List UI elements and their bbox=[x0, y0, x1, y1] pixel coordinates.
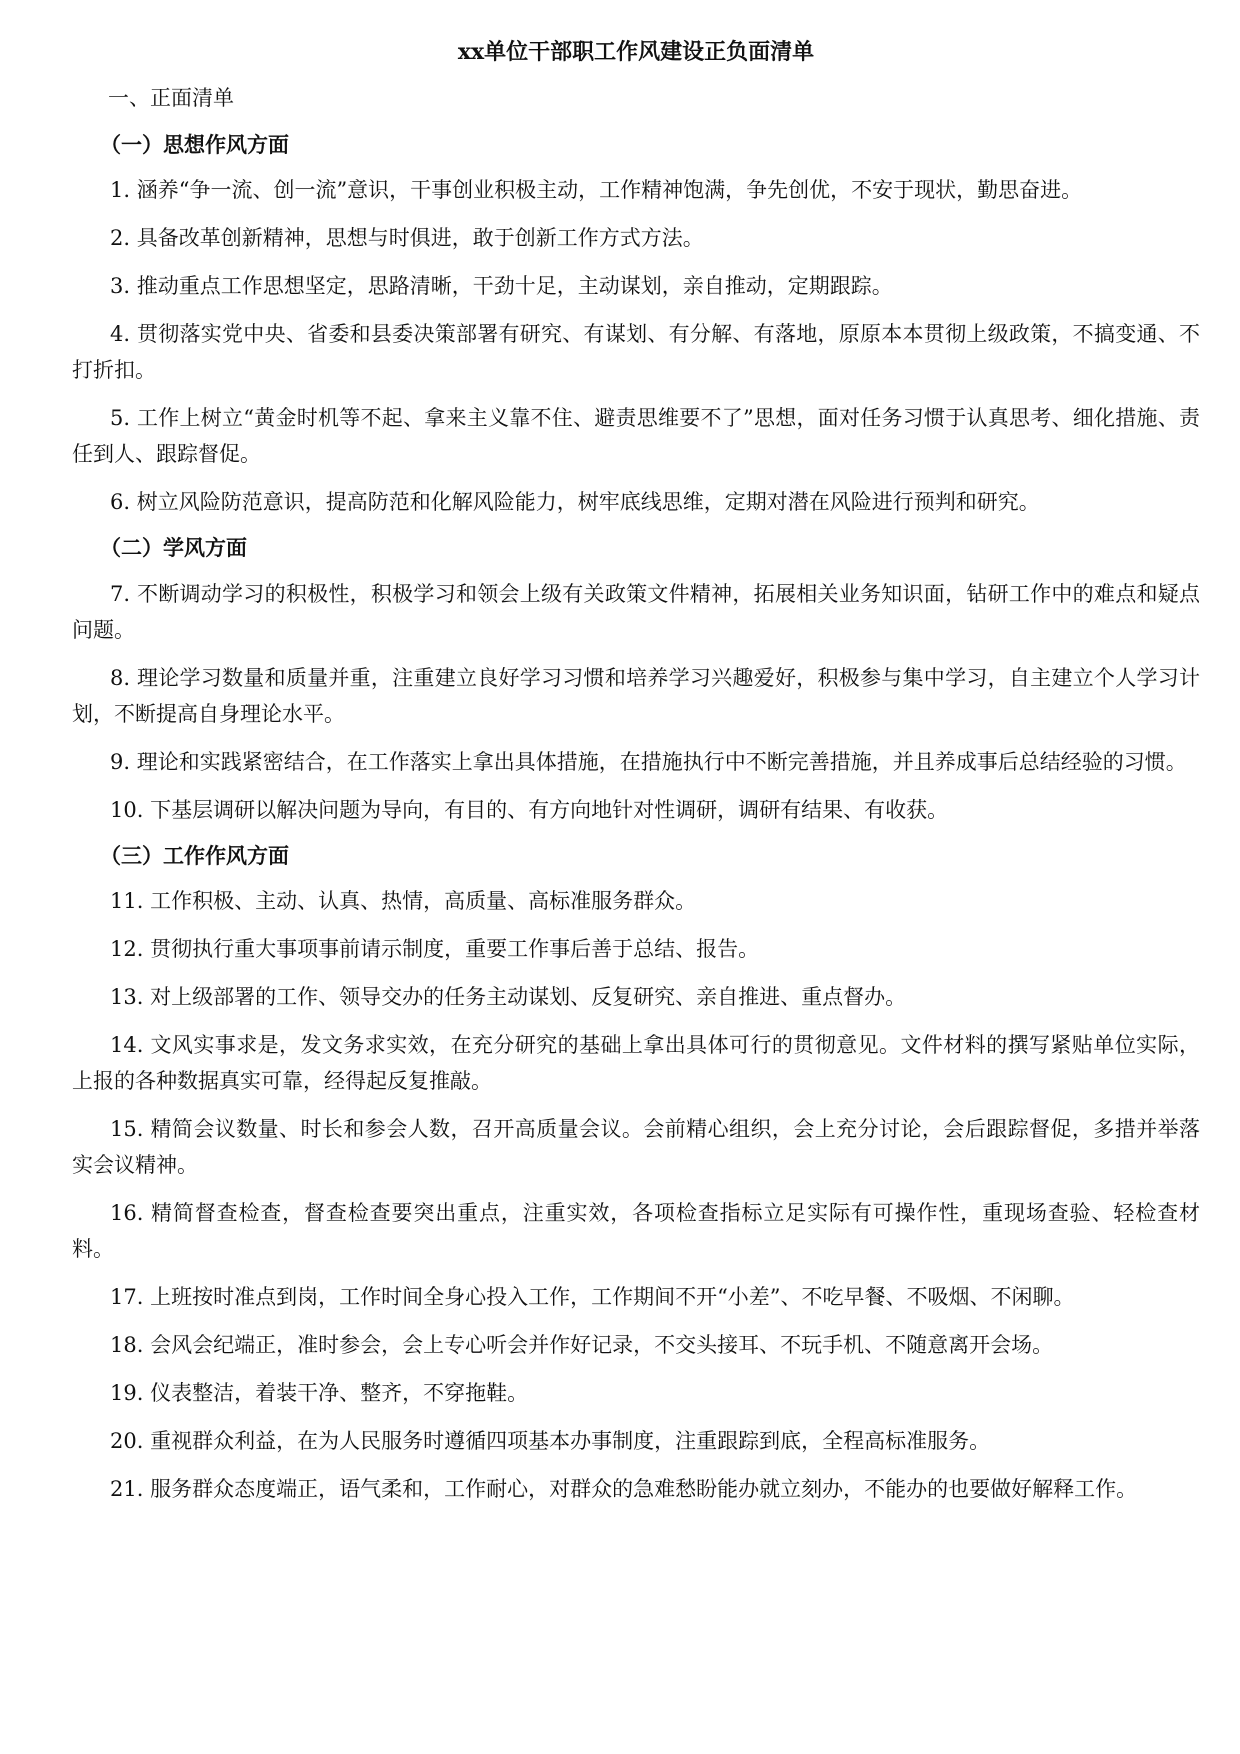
section-heading-positive-list: 一、正面清单 bbox=[108, 86, 234, 110]
list-item: 17. 上班按时准点到岗，工作时间全身心投入工作，工作期间不开“小差”、不吃早餐、不吸烟、不闲聊。 bbox=[110, 1285, 1075, 1309]
list-item: 11. 工作积极、主动、认真、热情，高质量、高标准服务群众。 bbox=[110, 889, 697, 913]
list-item: 8. 理论学习数量和质量并重，注重建立良好学习习惯和培养学习兴趣爱好，积极参与集中学习，自主建立个人学习计划，不断提高自身理论水平。 bbox=[72, 665, 1200, 726]
subsection-heading-work-style: （三）工作作风方面 bbox=[100, 842, 289, 868]
list-item: 12. 贯彻执行重大事项事前请示制度，重要工作事后善于总结、报告。 bbox=[110, 937, 760, 961]
list-item: 16. 精简督查检查，督查检查要突出重点，注重实效，各项检查指标立足实际有可操作性，重现场查验、轻检查材料。 bbox=[72, 1201, 1200, 1261]
subsection-heading-thinking-style: （一）思想作风方面 bbox=[100, 131, 289, 157]
list-item: 6. 树立风险防范意识，提高防范和化解风险能力，树牢底线思维，定期对潜在风险进行预判和研究。 bbox=[110, 490, 1040, 514]
document-title: xx单位干部职工作风建设正负面清单 bbox=[457, 39, 815, 65]
subsection-heading-study-style: （二）学风方面 bbox=[100, 535, 247, 560]
list-item: 7. 不断调动学习的积极性，积极学习和领会上级有关政策文件精神，拓展相关业务知识面，钻研工作中的难点和疑点问题。 bbox=[72, 581, 1200, 642]
list-item: 3. 推动重点工作思想坚定，思路清晰，干劲十足，主动谋划，亲自推动，定期跟踪。 bbox=[110, 274, 893, 298]
list-item: 15. 精简会议数量、时长和参会人数，召开高质量会议。会前精心组织，会上充分讨论，会后跟踪督促，多措并举落实会议精神。 bbox=[72, 1117, 1200, 1177]
list-item: 5. 工作上树立“黄金时机等不起、拿来主义靠不住、避责思维要不了”思想，面对任务习惯于认真思考、细化措施、责任到人、跟踪督促。 bbox=[72, 406, 1200, 466]
list-item: 1. 涵养“争一流、创一流”意识，干事创业积极主动，工作精神饱满，争先创优，不安于现状，勤思奋进。 bbox=[110, 178, 1083, 202]
list-item: 18. 会风会纪端正，准时参会，会上专心听会并作好记录，不交头接耳、不玩手机、不随意离开会场。 bbox=[110, 1333, 1054, 1357]
list-item: 20. 重视群众利益，在为人民服务时遵循四项基本办事制度，注重跟踪到底，全程高标准服务。 bbox=[110, 1429, 991, 1453]
list-item: 14. 文风实事求是，发文务求实效，在充分研究的基础上拿出具体可行的贯彻意见。文件材料的撰写紧贴单位实际，上报的各种数据真实可靠，经得起反复推敲。 bbox=[72, 1033, 1200, 1093]
list-item: 10. 下基层调研以解决问题为导向，有目的、有方向地针对性调研，调研有结果、有收获。 bbox=[110, 797, 949, 822]
list-item: 21. 服务群众态度端正，语气柔和，工作耐心，对群众的急难愁盼能办就立刻办，不能办的也要做好解释工作。 bbox=[110, 1477, 1138, 1501]
list-item: 9. 理论和实践紧密结合，在工作落实上拿出具体措施，在措施执行中不断完善措施，并且养成事后总结经验的习惯。 bbox=[110, 749, 1187, 774]
list-item: 4. 贯彻落实党中央、省委和县委决策部署有研究、有谋划、有分解、有落地，原原本本贯彻上级政策，不搞变通、不打折扣。 bbox=[72, 322, 1200, 382]
list-item: 13. 对上级部署的工作、领导交办的任务主动谋划、反复研究、亲自推进、重点督办。 bbox=[110, 985, 907, 1009]
list-item: 2. 具备改革创新精神，思想与时俱进，敢于创新工作方式方法。 bbox=[110, 226, 704, 250]
list-item: 19. 仪表整洁，着装干净、整齐，不穿拖鞋。 bbox=[110, 1381, 529, 1405]
